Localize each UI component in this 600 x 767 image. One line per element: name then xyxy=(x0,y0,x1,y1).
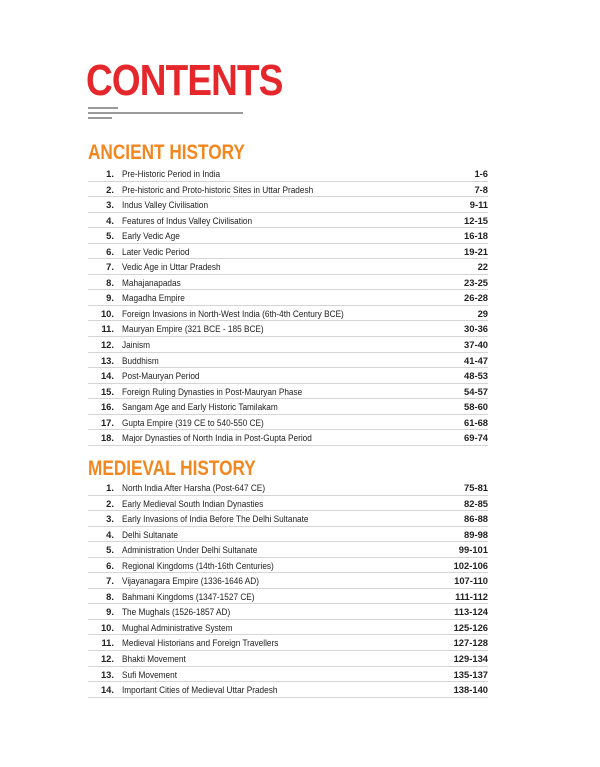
toc-entry-pages: 89-98 xyxy=(464,528,488,540)
toc-entry[interactable] xyxy=(88,604,488,620)
toc-entry[interactable] xyxy=(88,527,488,543)
toc-entry-number: 7. xyxy=(106,261,114,273)
toc-entry-title[interactable]: Foreign Ruling Dynasties in Post-Mauryan Phase xyxy=(122,385,303,397)
toc-entry-number: 6. xyxy=(106,559,114,571)
toc-entry-number: 9. xyxy=(106,606,114,618)
toc-entry-title[interactable]: Vijayanagara Empire (1336-1646 AD) xyxy=(122,575,259,587)
toc-entry-pages: 16-18 xyxy=(464,230,488,242)
toc-entry-pages: 12-15 xyxy=(464,214,488,226)
toc-entry[interactable] xyxy=(88,228,488,244)
toc-entry-pages: 7-8 xyxy=(474,183,488,195)
toc-entry-pages: 129-134 xyxy=(453,653,488,665)
toc-entry-pages: 135-137 xyxy=(453,668,488,680)
toc-entry-title[interactable]: Mauryan Empire (321 BCE - 185 BCE) xyxy=(122,323,264,335)
toc-entry-pages: 138-140 xyxy=(453,684,488,696)
toc-entry-number: 17. xyxy=(100,416,114,428)
toc-entry[interactable] xyxy=(88,166,488,182)
toc-entry[interactable] xyxy=(88,430,488,446)
section-heading: MEDIEVAL HISTORY xyxy=(88,457,256,480)
toc-entry-number: 14. xyxy=(100,684,114,696)
toc-entry-title[interactable]: Sangam Age and Early Historic Tamilakam xyxy=(122,401,278,413)
toc-entry-pages: 19-21 xyxy=(464,245,488,257)
toc-entry-number: 6. xyxy=(106,245,114,257)
toc-entry-pages: 61-68 xyxy=(464,416,488,428)
toc-entry-number: 13. xyxy=(100,354,114,366)
toc-entry-pages: 41-47 xyxy=(464,354,488,366)
toc-entry-number: 4. xyxy=(106,214,114,226)
toc-entry-number: 13. xyxy=(100,668,114,680)
toc-list-medieval xyxy=(88,480,488,698)
toc-entry-title[interactable]: Early Vedic Age xyxy=(122,230,180,242)
toc-entry-number: 12. xyxy=(100,339,114,351)
toc-entry-title[interactable]: Delhi Sultanate xyxy=(122,528,178,540)
toc-entry-pages: 86-88 xyxy=(464,513,488,525)
toc-entry[interactable] xyxy=(88,337,488,353)
toc-entry-number: 18. xyxy=(100,432,114,444)
toc-entry[interactable] xyxy=(88,321,488,337)
toc-entry-pages: 23-25 xyxy=(464,276,488,288)
toc-entry-title[interactable]: Pre-Historic Period in India xyxy=(122,168,221,179)
toc-entry[interactable] xyxy=(88,353,488,369)
title-underline-decoration xyxy=(88,107,243,120)
toc-entry-title[interactable]: Mughal Administrative System xyxy=(122,621,233,633)
toc-entry-number: 15. xyxy=(100,385,114,397)
toc-entry-title[interactable]: Early Medieval South Indian Dynasties xyxy=(122,497,264,509)
toc-entry[interactable] xyxy=(88,573,488,589)
toc-entry-title[interactable]: Sufi Movement xyxy=(122,668,178,680)
toc-entry-number: 2. xyxy=(106,497,114,509)
toc-entry-number: 14. xyxy=(100,370,114,382)
toc-entry[interactable] xyxy=(88,589,488,605)
toc-entry-pages: 26-28 xyxy=(464,292,488,304)
toc-entry-number: 11. xyxy=(101,637,114,649)
toc-entry-number: 7. xyxy=(106,575,114,587)
toc-entry-number: 9. xyxy=(106,292,114,304)
toc-entry[interactable] xyxy=(88,511,488,527)
toc-entry-number: 8. xyxy=(106,590,114,602)
toc-entry-number: 4. xyxy=(106,528,114,540)
toc-entry-number: 5. xyxy=(106,230,114,242)
toc-entry[interactable] xyxy=(88,368,488,384)
toc-entry-number: 12. xyxy=(100,653,114,665)
toc-entry-number: 10. xyxy=(100,307,114,319)
toc-entry-title[interactable]: Magadha Empire xyxy=(122,292,185,304)
toc-entry-title[interactable]: Mahajanapadas xyxy=(122,276,181,288)
toc-entry-pages: 107-110 xyxy=(454,575,488,587)
toc-entry-number: 8. xyxy=(106,276,114,288)
toc-entry-pages: 125-126 xyxy=(453,621,488,633)
toc-entry-title[interactable]: North India After Harsha (Post-647 CE) xyxy=(122,482,266,493)
toc-entry-pages: 127-128 xyxy=(453,637,488,649)
toc-entry[interactable] xyxy=(88,182,488,198)
toc-entry[interactable] xyxy=(88,213,488,229)
toc-entry[interactable] xyxy=(88,197,488,213)
toc-entry-title[interactable]: Early Invasions of India Before The Delhi Sultanate xyxy=(122,513,309,525)
toc-entry-pages: 9-11 xyxy=(469,199,488,211)
toc-entry-number: 5. xyxy=(106,544,114,556)
toc-entry-title[interactable]: Major Dynasties of North India in Post-Gupta Period xyxy=(122,432,312,444)
toc-entry-title[interactable]: Gupta Empire (319 CE to 540-550 CE) xyxy=(122,416,264,428)
toc-entry-pages: 82-85 xyxy=(464,497,488,509)
toc-entry-title[interactable]: Regional Kingdoms (14th-16th Centuries) xyxy=(122,559,274,571)
page-title: CONTENTS xyxy=(86,56,283,105)
toc-entry-pages: 22 xyxy=(477,261,488,273)
toc-entry-number: 2. xyxy=(106,183,114,195)
toc-entry-title[interactable]: Jainism xyxy=(122,339,150,351)
toc-entry-title[interactable]: Bahmani Kingdoms (1347-1527 CE) xyxy=(122,590,255,602)
toc-entry-pages: 69-74 xyxy=(464,432,488,444)
toc-list-ancient xyxy=(88,166,488,446)
toc-entry[interactable] xyxy=(88,415,488,431)
toc-entry-pages: 29 xyxy=(477,307,488,319)
toc-entry-title[interactable]: Buddhism xyxy=(122,354,159,366)
toc-entry[interactable] xyxy=(88,558,488,574)
toc-entry-pages: 111-112 xyxy=(455,590,488,602)
toc-entry-title[interactable]: Pre-historic and Proto-historic Sites in Uttar Pradesh xyxy=(122,183,314,195)
section-ancient-history xyxy=(88,141,488,444)
toc-entry[interactable] xyxy=(88,620,488,636)
toc-entry[interactable] xyxy=(88,682,488,698)
toc-entry[interactable] xyxy=(88,244,488,260)
toc-entry[interactable] xyxy=(88,306,488,322)
toc-entry-pages: 113-124 xyxy=(454,606,488,618)
toc-entry-pages: 54-57 xyxy=(464,385,488,397)
toc-entry-number: 3. xyxy=(106,199,114,211)
toc-entry-pages: 48-53 xyxy=(464,370,488,382)
toc-entry-title[interactable]: Medieval Historians and Foreign Travellers xyxy=(122,637,279,649)
toc-entry-title[interactable]: Features of Indus Valley Civilisation xyxy=(122,214,253,226)
toc-entry-pages: 75-81 xyxy=(464,482,488,493)
toc-entry[interactable] xyxy=(88,651,488,667)
toc-entry-pages: 102-106 xyxy=(453,559,488,571)
toc-entry[interactable] xyxy=(88,667,488,683)
toc-entry-title[interactable]: Important Cities of Medieval Uttar Pradesh xyxy=(122,684,278,696)
toc-entry-title[interactable]: Bhakti Movement xyxy=(122,653,186,665)
toc-entry-number: 10. xyxy=(100,621,114,633)
toc-entry-title[interactable]: Later Vedic Period xyxy=(122,245,190,257)
toc-entry-pages: 1-6 xyxy=(474,168,488,179)
toc-entry-pages: 99-101 xyxy=(458,544,488,556)
toc-entry[interactable] xyxy=(88,496,488,512)
toc-entry-pages: 58-60 xyxy=(464,401,488,413)
toc-entry-number: 16. xyxy=(100,401,114,413)
section-heading: ANCIENT HISTORY xyxy=(88,141,245,164)
toc-entry-title[interactable]: Vedic Age in Uttar Pradesh xyxy=(122,261,221,273)
toc-entry-title[interactable]: Administration Under Delhi Sultanate xyxy=(122,544,258,556)
toc-entry[interactable] xyxy=(88,275,488,291)
toc-entry-number: 11. xyxy=(101,323,114,335)
toc-entry-number: 1. xyxy=(106,482,114,493)
toc-entry[interactable] xyxy=(88,399,488,415)
toc-entry-title[interactable]: Indus Valley Civilisation xyxy=(122,199,209,211)
toc-entry-title[interactable]: Post-Mauryan Period xyxy=(122,370,200,382)
toc-entry-title[interactable]: Foreign Invasions in North-West India (6th-4th Century BCE) xyxy=(122,307,344,319)
toc-entry[interactable] xyxy=(88,259,488,275)
toc-entry-number: 3. xyxy=(106,513,114,525)
toc-entry-pages: 30-36 xyxy=(464,323,488,335)
toc-entry[interactable] xyxy=(88,290,488,306)
toc-entry[interactable] xyxy=(88,384,488,400)
toc-entry[interactable] xyxy=(88,480,488,496)
toc-entry-pages: 37-40 xyxy=(464,339,488,351)
toc-entry[interactable] xyxy=(88,635,488,651)
section-medieval-history xyxy=(88,457,488,696)
toc-entry-number: 1. xyxy=(106,168,114,179)
toc-entry[interactable] xyxy=(88,542,488,558)
toc-entry-title[interactable]: The Mughals (1526-1857 AD) xyxy=(122,606,231,618)
